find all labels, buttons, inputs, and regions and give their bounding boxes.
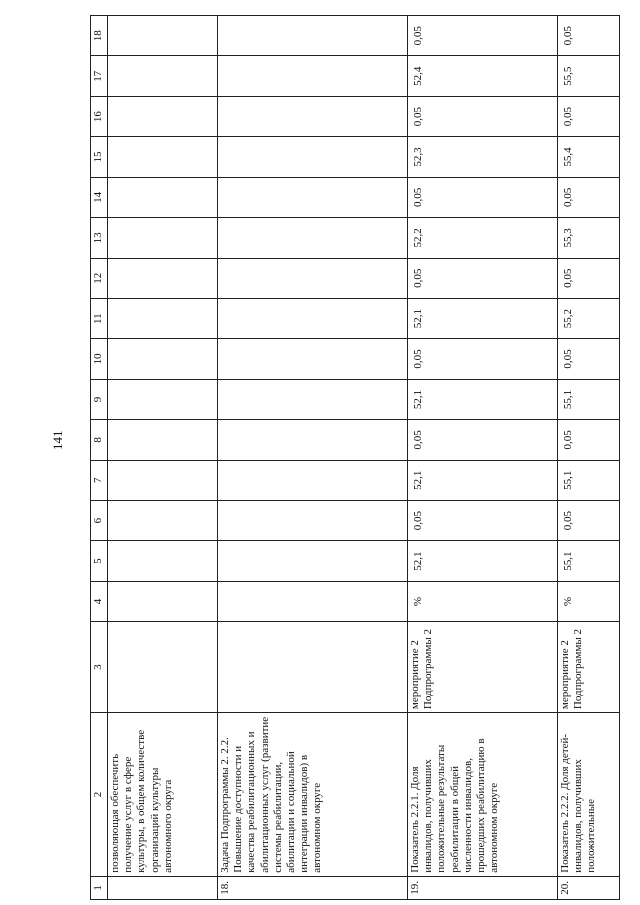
header-cell: 10 [91,339,108,379]
value-cell [218,258,408,298]
value-cell: 52,1 [408,298,558,338]
value-cell: 55,4 [558,137,620,177]
table-row [218,16,408,900]
value-cell [218,500,408,540]
value-cell [108,541,218,581]
indicator-name: Показатель 2.2.2. Доля детей-инвалидов, получивших положительные [558,713,620,877]
value-cell: 0,05 [408,16,558,57]
header-cell: 3 [91,622,108,713]
value-cell: 0,05 [408,420,558,460]
header-cell: 17 [91,56,108,96]
value-cell [218,218,408,258]
row-number: 20. [558,876,620,899]
value-cell [108,177,218,217]
value-cell [218,420,408,460]
value-cell: 52,3 [408,137,558,177]
value-cell: 0,05 [408,339,558,379]
value-cell [108,56,218,96]
table-row [558,16,620,900]
header-cell: 15 [91,137,108,177]
value-cell [218,177,408,217]
value-cell [108,298,218,338]
header-cell: 7 [91,460,108,500]
value-cell [218,339,408,379]
value-cell: 52,1 [408,460,558,500]
value-cell [218,460,408,500]
value-cell [218,379,408,419]
header-cell: 16 [91,96,108,136]
header-cell: 12 [91,258,108,298]
header-cell: 18 [91,16,108,57]
header-cell: 2 [91,713,108,877]
value-cell: 0,05 [558,96,620,136]
value-cell [108,420,218,460]
value-cell: 0,05 [558,339,620,379]
table-row [108,16,218,900]
rotated-table-container [90,15,620,900]
value-cell [218,96,408,136]
indicators-table [90,15,620,900]
value-cell: 55,1 [558,541,620,581]
value-cell: 52,1 [408,379,558,419]
page-number: 141 [50,430,65,450]
value-cell [218,16,408,57]
header-cell: 13 [91,218,108,258]
unit-cell [108,581,218,621]
header-cell: 6 [91,500,108,540]
value-cell: 55,1 [558,379,620,419]
row-number: 19. [408,876,558,899]
value-cell: 0,05 [408,258,558,298]
header-row [91,16,108,900]
unit-cell: % [408,581,558,621]
value-cell [218,541,408,581]
value-cell: 0,05 [558,500,620,540]
value-cell: 55,5 [558,56,620,96]
value-cell [108,258,218,298]
value-cell [108,137,218,177]
value-cell: 0,05 [558,258,620,298]
table-row [408,16,558,900]
header-cell: 9 [91,379,108,419]
header-cell: 8 [91,420,108,460]
activity-cell: мероприятие 2 Подпрограммы 2 [408,622,558,713]
value-cell [108,16,218,57]
value-cell: 55,2 [558,298,620,338]
value-cell: 0,05 [558,420,620,460]
value-cell: 52,1 [408,541,558,581]
value-cell [108,218,218,258]
activity-cell [218,622,408,713]
value-cell: 55,1 [558,460,620,500]
value-cell [108,500,218,540]
header-cell: 14 [91,177,108,217]
value-cell [108,460,218,500]
value-cell: 0,05 [408,500,558,540]
header-cell: 1 [91,876,108,899]
value-cell [108,96,218,136]
indicator-name: Показатель 2.2.1. Доля инвалидов, получивших положительные результаты реабилитации в общей численности инвалидов, прошедших реабилитацию в автономном округе [408,713,558,877]
value-cell: 0,05 [408,96,558,136]
unit-cell: % [558,581,620,621]
unit-cell [218,581,408,621]
header-cell: 4 [91,581,108,621]
value-cell: 52,2 [408,218,558,258]
row-number: 18. [218,876,408,899]
value-cell [218,137,408,177]
activity-cell: мероприятие 2 Подпрограммы 2 [558,622,620,713]
indicator-name: Задача Подпрограммы 2. 2.2. Повышение доступности и качества реабилитационных и абилитационных услуг (развитие системы реабилитации, абилитации и социальной интеграции инвалидов) в автономном округе [218,713,408,877]
activity-cell [108,622,218,713]
header-cell: 11 [91,298,108,338]
value-cell [218,56,408,96]
value-cell: 55,3 [558,218,620,258]
value-cell [218,298,408,338]
value-cell: 0,05 [558,177,620,217]
header-cell: 5 [91,541,108,581]
value-cell [108,339,218,379]
value-cell: 0,05 [558,16,620,57]
row-number [108,876,218,899]
value-cell: 52,4 [408,56,558,96]
value-cell: 0,05 [408,177,558,217]
indicator-name: позволяющая обеспечить получение услуг в сфере культуры, в общем количестве организаций культуры автономного округа [108,713,218,877]
value-cell [108,379,218,419]
